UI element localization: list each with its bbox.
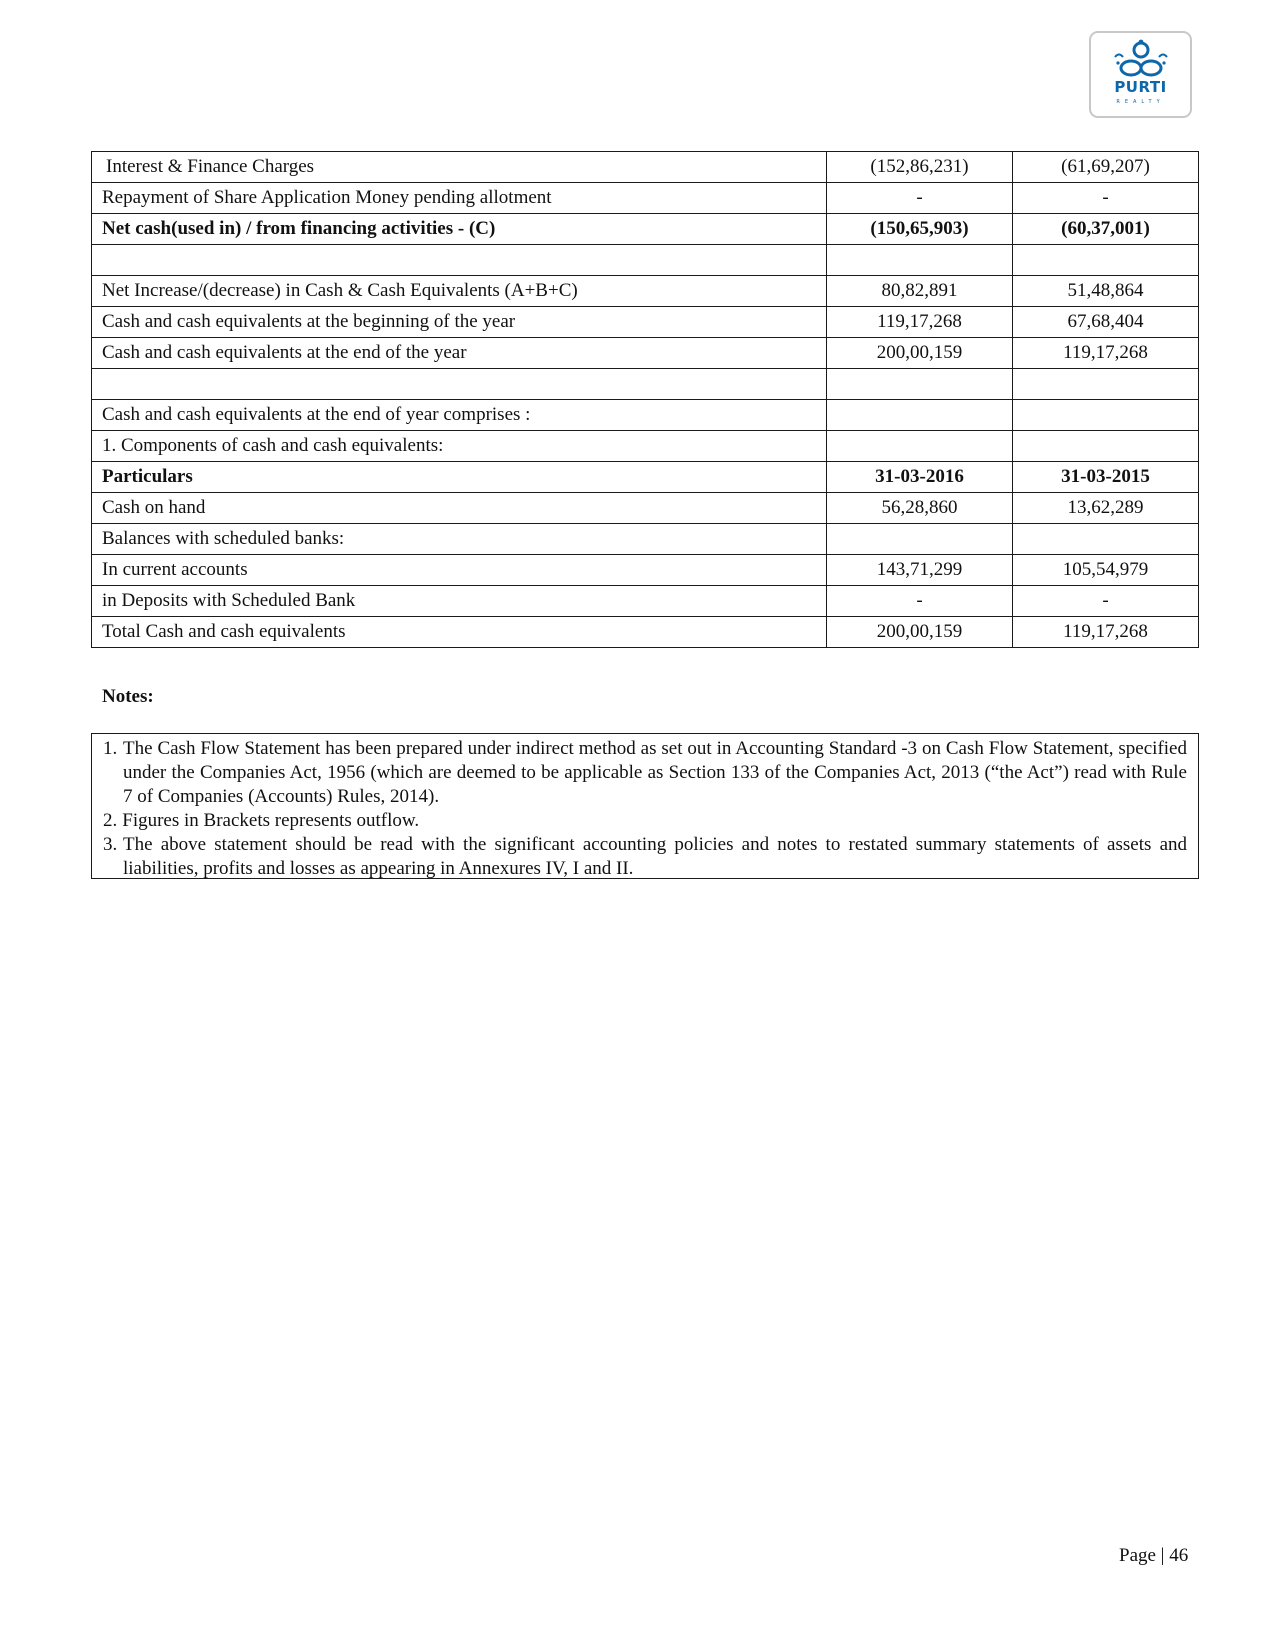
purti-infinity-emblem-icon: [1091, 33, 1191, 83]
value-2016: 56,28,860: [827, 493, 1013, 524]
table-row: [92, 524, 1199, 555]
row-label: Cash on hand: [92, 493, 827, 524]
value-2016: 143,71,299: [827, 555, 1013, 586]
value-2015: 13,62,289: [1013, 493, 1199, 524]
row-label: Cash and cash equivalents at the beginning of the year: [92, 307, 827, 338]
row-label: Cash and cash equivalents at the end of year comprises :: [92, 400, 827, 431]
row-label: Particulars: [92, 462, 827, 493]
value-2016: [827, 400, 1013, 431]
row-label: In current accounts: [92, 555, 827, 586]
row-label: [92, 245, 827, 276]
value-2015: [1013, 369, 1199, 400]
value-2015: -: [1013, 586, 1199, 617]
value-2015: 51,48,864: [1013, 276, 1199, 307]
note-item: [103, 809, 1187, 833]
note-text: Figures in Brackets represents outflow.: [122, 810, 420, 831]
table-row: [92, 183, 1199, 214]
row-label: Balances with scheduled banks:: [92, 524, 827, 555]
row-label: Net cash(used in) / from financing activities - (C): [92, 214, 827, 245]
table-row: [92, 214, 1199, 245]
row-label: Net Increase/(decrease) in Cash & Cash Equivalents (A+B+C): [92, 276, 827, 307]
notes-box: [91, 733, 1199, 879]
table-row: [92, 276, 1199, 307]
note-number: 3.: [103, 834, 118, 855]
table-row: [92, 493, 1199, 524]
value-2015: [1013, 245, 1199, 276]
row-label: in Deposits with Scheduled Bank: [92, 586, 827, 617]
value-2016: [827, 524, 1013, 555]
row-label: [92, 369, 827, 400]
table-row: [92, 555, 1199, 586]
row-label: Total Cash and cash equivalents: [92, 617, 827, 648]
note-number: 1.: [103, 738, 118, 759]
note-item: [103, 833, 1187, 881]
note-item: [103, 737, 1187, 809]
table-row: [92, 152, 1199, 183]
value-2016: -: [827, 183, 1013, 214]
table-row: [92, 431, 1199, 462]
table-row: [92, 586, 1199, 617]
table-row: [92, 617, 1199, 648]
value-2016: 200,00,159: [827, 617, 1013, 648]
note-number: 2.: [103, 810, 118, 831]
value-2015: 119,17,268: [1013, 617, 1199, 648]
value-2015: (61,69,207): [1013, 152, 1199, 183]
table-row: [92, 338, 1199, 369]
logo-wordmark: PURTI: [1114, 78, 1167, 96]
row-label: 1. Components of cash and cash equivalents:: [92, 431, 827, 462]
note-text: The Cash Flow Statement has been prepared under indirect method as set out in Accounting Standard -3 on Cash Flow Statement, specified under the Companies Act, 1956 (which are deemed to be applicable as Section 133 of the Companies Act, 2013 (“the Act”) read with Rule 7 of Companies (Accounts) Rules, 2014).: [123, 738, 1187, 807]
value-2016: [827, 431, 1013, 462]
company-logo: [1089, 31, 1192, 118]
logo-tagline: REALTY: [1116, 99, 1165, 105]
page-number: Page | 46: [1119, 1545, 1189, 1566]
value-2016: 119,17,268: [827, 307, 1013, 338]
value-2016: [827, 369, 1013, 400]
row-label: Cash and cash equivalents at the end of the year: [92, 338, 827, 369]
row-label: Interest & Finance Charges: [92, 152, 827, 183]
value-2015: 105,54,979: [1013, 555, 1199, 586]
table-row: [92, 462, 1199, 493]
value-2015: [1013, 524, 1199, 555]
value-2015: [1013, 400, 1199, 431]
cash-flow-table: [91, 151, 1199, 648]
value-2015: (60,37,001): [1013, 214, 1199, 245]
table-row: [92, 400, 1199, 431]
value-2016: 80,82,891: [827, 276, 1013, 307]
table-row: [92, 307, 1199, 338]
value-2015: 119,17,268: [1013, 338, 1199, 369]
value-2016: (152,86,231): [827, 152, 1013, 183]
table-row: [92, 369, 1199, 400]
notes-heading: Notes:: [102, 686, 154, 707]
value-2015: [1013, 431, 1199, 462]
note-text: The above statement should be read with the significant accounting policies and notes to restated summary statements of assets and liabilities, profits and losses as appearing in Annexures IV, I and II.: [123, 834, 1187, 879]
value-2016: 31-03-2016: [827, 462, 1013, 493]
value-2016: 200,00,159: [827, 338, 1013, 369]
value-2015: 31-03-2015: [1013, 462, 1199, 493]
value-2015: -: [1013, 183, 1199, 214]
value-2015: 67,68,404: [1013, 307, 1199, 338]
value-2016: -: [827, 586, 1013, 617]
value-2016: [827, 245, 1013, 276]
value-2016: (150,65,903): [827, 214, 1013, 245]
row-label: Repayment of Share Application Money pending allotment: [92, 183, 827, 214]
table-row: [92, 245, 1199, 276]
